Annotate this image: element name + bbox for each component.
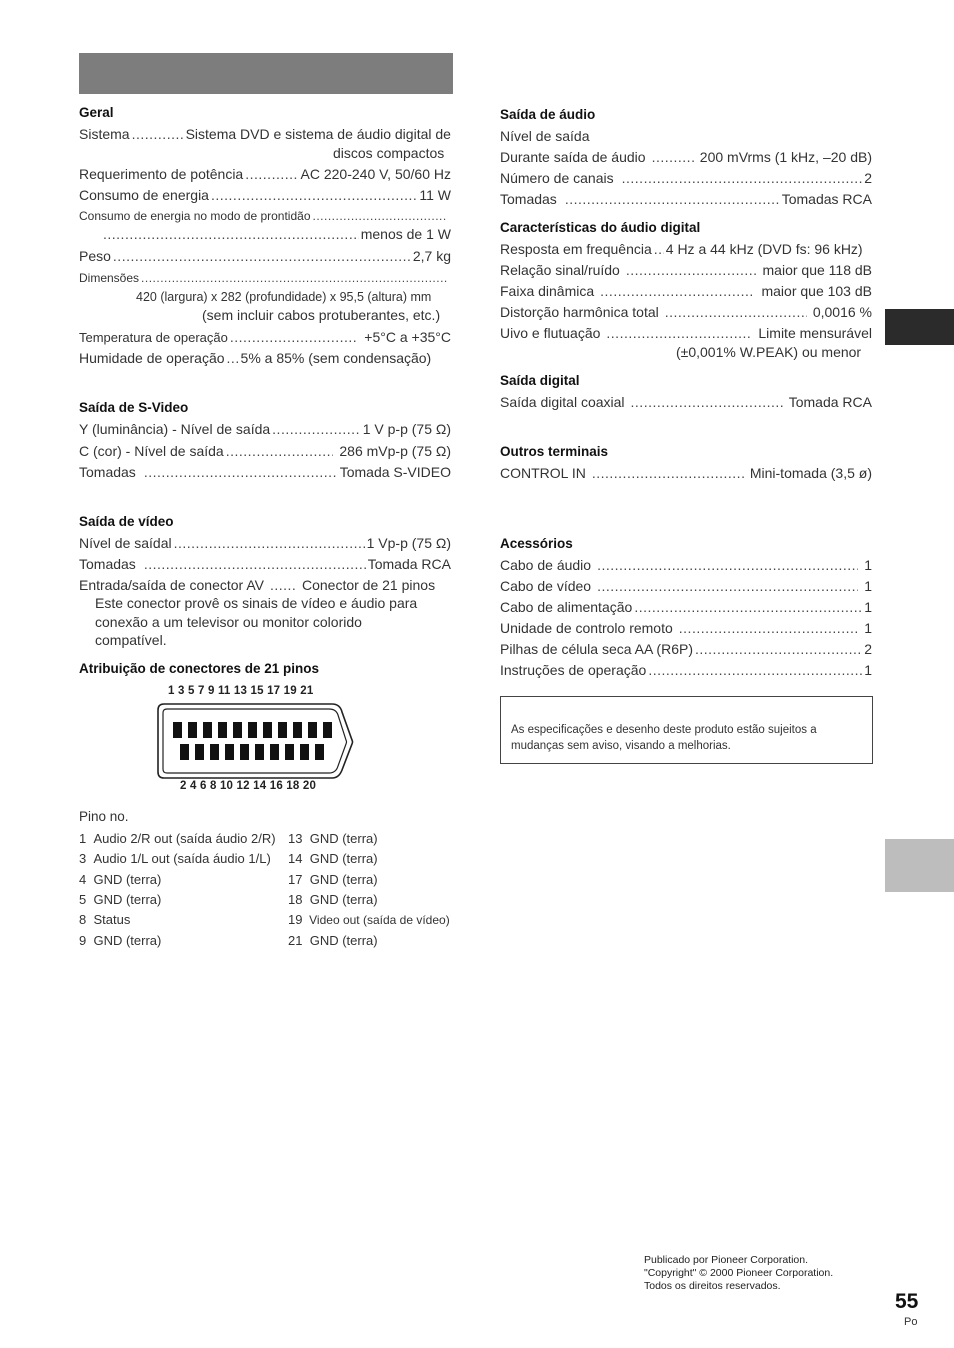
language-tab-marker (885, 309, 954, 345)
outros-heading: Outros terminais (500, 444, 609, 459)
spec-humidade (79, 350, 451, 367)
audio-nivel-label: Nível de saída (500, 128, 590, 144)
spec-faixa (500, 283, 872, 300)
spec-label: Dimensões (79, 271, 140, 285)
dot-leader (626, 262, 757, 279)
dot-leader (565, 191, 780, 208)
page-number: 55 (895, 1290, 919, 1313)
pin-row (288, 912, 450, 927)
spec-value: Tomadas RCA (781, 191, 872, 207)
dot-leader (631, 394, 783, 411)
pin-desc: GND (terra) (93, 933, 162, 948)
spec-value: Sistema DVD e sistema de áudio digital de (185, 126, 451, 142)
accessory-item (500, 557, 872, 574)
pin-row (288, 933, 378, 948)
pin-number: 1 (79, 831, 87, 846)
accessory-qty: 1 (864, 557, 872, 573)
pin-row (288, 831, 378, 846)
spec-video-tomadas (79, 556, 451, 573)
footer-line: Todos os direitos reservados. (644, 1280, 781, 1292)
spec-value: maior que 118 dB (762, 262, 872, 278)
dot-leader (174, 535, 365, 552)
pin-number: 4 (79, 872, 87, 887)
notice-box (500, 696, 873, 764)
dot-leader (230, 329, 356, 346)
dot-leader (132, 126, 184, 143)
spec-value: 1 Vp-p (75 Ω) (366, 535, 451, 551)
accessory-qty: 1 (864, 662, 872, 678)
pin-desc: GND (terra) (309, 872, 378, 887)
spec-label: Y (luminância) - Nível de saída (79, 421, 271, 437)
spec-dimensoes (79, 270, 449, 287)
right-column (500, 0, 873, 1348)
spec-dimensoes-value: 420 (largura) x 282 (profundidade) x 95,5 (altura) mm (136, 290, 432, 304)
svideo-heading: Saída de S-Video (79, 400, 189, 415)
chapter-tab-marker (885, 839, 954, 892)
av-description-line: Este conector provê os sinais de vídeo e áudio para (95, 595, 418, 611)
pino-label: Pino no. (79, 809, 129, 824)
spec-label: Faixa dinâmica (500, 283, 595, 299)
dot-leader (592, 465, 744, 482)
notice-text: As especificações e desenho deste produto estão sujeitos a mudanças sem aviso, visando a melhorias. (511, 724, 817, 752)
pin-desc: GND (terra) (309, 851, 378, 866)
spec-label: Nível de saídal (79, 535, 172, 551)
dot-leader (141, 270, 447, 287)
accessory-qty: 1 (864, 620, 872, 636)
dot-leader (113, 248, 411, 265)
spec-prontidao-value (101, 226, 451, 243)
spec-label: Entrada/saída de conector AV (79, 577, 264, 593)
dot-leader (211, 187, 417, 204)
accessory-label: Cabo de vídeo (500, 578, 592, 594)
accessory-label: Cabo de alimentação (500, 599, 633, 615)
spec-label: Distorção harmônica total (500, 304, 659, 320)
pin-row (79, 912, 130, 927)
spec-value: AC 220-240 V, 50/60 Hz (300, 166, 451, 182)
dot-leader (652, 149, 694, 166)
accessory-qty: 1 (864, 578, 872, 594)
page-language-code: Po (904, 1316, 918, 1328)
acessorios-heading: Acessórios (500, 536, 573, 551)
pin-number: 18 (288, 892, 303, 907)
spec-value: 5% a 85% (sem condensação) (240, 350, 432, 366)
spec-video-nivel (79, 535, 451, 552)
pin-row (79, 851, 271, 866)
spec-label: Número de canais (500, 170, 614, 186)
spec-label: Consumo de energia (79, 187, 209, 203)
scart-outer-shell (158, 704, 353, 778)
pin-row (79, 831, 276, 846)
spec-label: Peso (79, 248, 111, 264)
pin-number: 13 (288, 831, 303, 846)
spec-audio-durante (500, 149, 872, 166)
scart-top-pins (173, 722, 332, 738)
spec-video-av (79, 577, 451, 594)
pin-row (288, 892, 378, 907)
accessory-item (500, 662, 872, 679)
pin-row (79, 872, 161, 887)
scart-heading: Atribuição de conectores de 21 pinos (79, 661, 320, 676)
dot-leader (606, 325, 752, 342)
pin-desc: GND (terra) (309, 892, 378, 907)
dot-leader (245, 166, 298, 183)
spec-coaxial (500, 394, 872, 411)
dot-leader (313, 208, 448, 225)
spec-label: CONTROL IN (500, 465, 586, 481)
audio-heading: Saída de áudio (500, 107, 596, 122)
spec-label: Humidade de operação (79, 350, 225, 366)
accessory-item (500, 578, 872, 595)
spec-value: 11 W (419, 187, 451, 203)
spec-svideo-y (79, 421, 451, 438)
spec-distorcao (500, 304, 872, 321)
pin-row (79, 933, 161, 948)
spec-consumo (79, 187, 451, 204)
pin-number: 3 (79, 851, 87, 866)
spec-sistema-cont: discos compactos (333, 145, 445, 161)
spec-value: Tomada RCA (367, 556, 451, 572)
accessory-item (500, 620, 872, 637)
spec-value: Mini-tomada (3,5 ø) (749, 465, 872, 481)
spec-value: 0,0016 % (812, 304, 872, 320)
spec-svideo-c (79, 443, 451, 460)
spec-label: Saída digital coaxial (500, 394, 625, 410)
footer-line: "Copyright" © 2000 Pioneer Corporation. (644, 1267, 834, 1279)
dot-leader (144, 464, 338, 481)
spec-label: Uivo e flutuação (500, 325, 601, 341)
spec-control-in (500, 465, 872, 482)
pin-number: 14 (288, 851, 303, 866)
spec-value: 286 mVp-p (75 Ω) (339, 443, 451, 459)
av-description-line: conexão a um televisor ou monitor colorido (95, 614, 362, 630)
geral-heading: Geral (79, 105, 114, 120)
dot-leader (654, 241, 664, 258)
pin-row (288, 851, 378, 866)
spec-uivo (500, 325, 872, 342)
accessory-label: Cabo de áudio (500, 557, 592, 573)
dot-leader (634, 599, 862, 616)
spec-value: 2 (864, 170, 872, 186)
spec-value: 2,7 kg (412, 248, 451, 264)
pin-row (79, 892, 161, 907)
scart-bottom-pin-numbers: 2 4 6 8 10 12 14 16 18 20 (180, 780, 317, 792)
pin-number: 5 (79, 892, 87, 907)
spec-value: +5°C a +35°C (364, 329, 451, 345)
dot-leader (144, 556, 366, 573)
dot-leader (600, 283, 755, 300)
pin-desc: Audio 1/L out (saída áudio 1/L) (93, 851, 271, 866)
dot-leader (679, 620, 858, 637)
accessory-label: Pilhas de célula seca AA (R6P) (500, 641, 693, 657)
pin-desc: GND (terra) (309, 831, 378, 846)
spec-svideo-tomadas (79, 464, 451, 481)
spec-requerimento (79, 166, 451, 183)
spec-label: Tomadas (79, 556, 136, 572)
spec-sistema (79, 126, 453, 143)
pin-number: 19 (288, 912, 303, 927)
scart-connector-diagram (156, 702, 356, 780)
publisher-footer (644, 1254, 833, 1293)
spec-peso (79, 248, 451, 265)
pin-row (288, 872, 378, 887)
spec-label: Requerimento de potência (79, 166, 244, 182)
digital-out-heading: Saída digital (500, 373, 580, 388)
spec-label: Tomadas (500, 191, 557, 207)
spec-label: Relação sinal/ruído (500, 262, 620, 278)
dot-leader (665, 304, 807, 321)
accessory-item (500, 599, 872, 616)
av-description-line: compatível. (95, 632, 167, 648)
spec-label: Sistema (79, 126, 130, 142)
spec-resposta (500, 241, 872, 258)
spec-value: 4 Hz a 44 kHz (DVD fs: 96 kHz) (665, 241, 863, 257)
spec-label: Consumo de energia no modo de prontidão (79, 209, 311, 223)
accessory-qty: 1 (864, 599, 872, 615)
pin-number: 9 (79, 933, 87, 948)
accessory-item (500, 641, 872, 658)
spec-value: 1 V p-p (75 Ω) (362, 421, 451, 437)
pin-number: 17 (288, 872, 303, 887)
pin-desc: GND (terra) (309, 933, 378, 948)
pin-desc: GND (terra) (93, 872, 162, 887)
spec-value: 200 mVrms (1 kHz, –20 dB) (699, 149, 872, 165)
dot-leader (272, 421, 361, 438)
pin-desc: GND (terra) (93, 892, 162, 907)
pin-number: 8 (79, 912, 87, 927)
left-column (79, 0, 453, 1348)
spec-dimensoes-note: (sem incluir cabos protuberantes, etc.) (202, 307, 441, 323)
dot-leader (648, 662, 862, 679)
dot-leader (597, 578, 858, 595)
dot-leader (227, 350, 239, 367)
pin-desc: Status (93, 912, 131, 927)
video-heading: Saída de vídeo (79, 514, 174, 529)
accessory-label: Unidade de controlo remoto (500, 620, 673, 636)
dot-leader (103, 226, 359, 243)
spec-value: Tomada RCA (788, 394, 872, 410)
digital-audio-heading: Características do áudio digital (500, 220, 701, 235)
spec-uivo-cont: (±0,001% W.PEAK) ou menor (676, 344, 862, 360)
spec-prontidao (79, 208, 449, 225)
pin-desc: Audio 2/R out (saída áudio 2/R) (93, 831, 276, 846)
spec-sinal-ruido (500, 262, 872, 279)
spec-label: Temperatura de operação (79, 330, 228, 345)
dot-leader (622, 170, 863, 187)
dot-leader (270, 577, 296, 594)
pin-number: 21 (288, 933, 303, 948)
dot-leader (695, 641, 862, 658)
spec-audio-canais (500, 170, 872, 187)
accessory-label: Instruções de operação (500, 662, 647, 678)
spec-value: maior que 103 dB (761, 283, 872, 299)
spec-label: Tomadas (79, 464, 136, 480)
dot-leader (597, 557, 858, 574)
accessory-qty: 2 (864, 641, 872, 657)
spec-label: Durante saída de áudio (500, 149, 646, 165)
dot-leader (226, 443, 334, 460)
spec-value: Conector de 21 pinos (301, 577, 436, 593)
scart-top-pin-numbers: 1 3 5 7 9 11 13 15 17 19 21 (168, 685, 314, 697)
spec-audio-tomadas (500, 191, 872, 208)
spec-label: C (cor) - Nível de saída (79, 443, 224, 459)
spec-temperatura (79, 329, 451, 346)
spec-value: Tomada S-VIDEO (339, 464, 451, 480)
spec-value: Limite mensurável (758, 325, 872, 341)
pin-desc: Video out (saída de vídeo) (309, 913, 450, 927)
spec-value: menos de 1 W (360, 226, 451, 242)
spec-label: Resposta em frequência (500, 241, 652, 257)
footer-line: Publicado por Pioneer Corporation. (644, 1254, 809, 1266)
